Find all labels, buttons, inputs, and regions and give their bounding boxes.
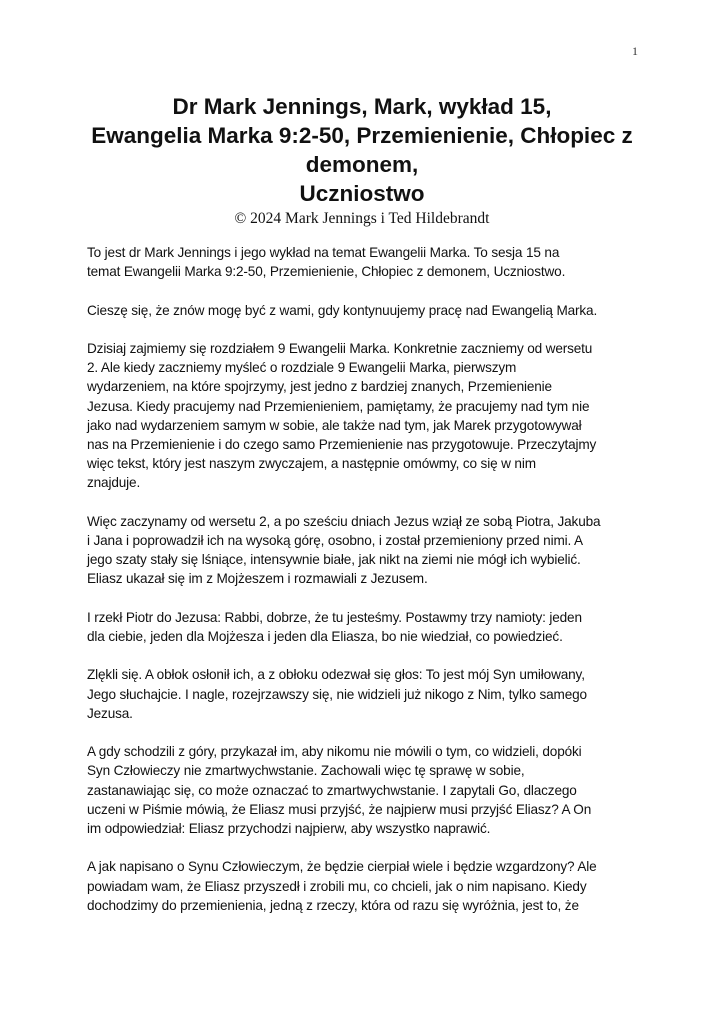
title-line: Uczniostwo	[299, 181, 425, 206]
text-line: im odpowiedział: Eliasz przychodzi najpierw, aby wszystko naprawić.	[87, 821, 491, 836]
text-line: temat Ewangelii Marka 9:2-50, Przemienienie, Chłopiec z demonem, Uczniostwo.	[87, 264, 566, 280]
text-line: i Jana i poprowadził ich na wysoką górę, osobno, i został przemieniony przed nimi. A	[87, 533, 583, 548]
text-line: A jak napisano o Synu Człowieczym, że będzie cierpiał wiele i będzie wzgardzony? Ale	[87, 859, 597, 875]
text-line: nas na Przemienienie i do czego samo Przemienienie nas przygotowuje. Przeczytajmy	[87, 437, 597, 452]
paragraph	[87, 512, 643, 589]
text-line: dla ciebie, jeden dla Mojżesza i jeden dla Eliasza, bo nie wiedział, co powiedzieć.	[87, 629, 563, 644]
text-line: Dzisiaj zajmiemy się rozdziałem 9 Ewangelii Marka. Konkretnie zaczniemy od wersetu	[87, 340, 593, 356]
text-line: Cieszę się, że znów mogę być z wami, gdy kontynuujemy pracę nad Ewangelią Marka.	[87, 302, 598, 318]
title-line: demonem,	[305, 152, 419, 177]
paragraph	[87, 301, 643, 320]
paragraph	[87, 742, 643, 838]
text-line: dochodzimy do przemienienia, jedną z rzeczy, która od razu się wyróżnia, jest to, że	[87, 897, 579, 913]
text-line: 2. Ale kiedy zaczniemy myśleć o rozdziale 9 Ewangelii Marka, pierwszym	[87, 360, 517, 376]
paragraph	[87, 339, 643, 493]
text-line: jego szaty stały się lśniące, intensywnie białe, jak nikt na ziemi nie mógł ich wybielić.	[87, 552, 581, 568]
paragraph	[87, 608, 643, 646]
text-line: I rzekł Piotr do Jezusa: Rabbi, dobrze, że tu jesteśmy. Postawmy trzy namioty: jeden	[87, 609, 582, 625]
text-line: Syn Człowieczy nie zmartwychwstanie. Zachowali więc tę sprawę w sobie,	[87, 763, 525, 779]
text-line: zastanawiając się, co może oznaczać to zmartwychwstanie. I zapytali Go, dlaczego	[87, 782, 577, 798]
text-line: znajduje.	[87, 475, 141, 491]
text-line: więc tekst, który jest naszym zwyczajem, a następnie omówmy, co się w nim	[87, 456, 536, 472]
title-block	[60, 92, 664, 229]
text-line: Jezusa.	[87, 705, 133, 721]
copyright-notice: © 2024 Mark Jennings i Ted Hildebrandt	[234, 210, 490, 227]
paragraph	[87, 857, 643, 915]
text-line: wydarzeniem, na które spojrzymy, jest jedno z bardziej znanych, Przemienienie	[87, 379, 552, 395]
text-line: To jest dr Mark Jennings i jego wykład na temat Ewangelii Marka. To sesja 15 na	[87, 245, 560, 260]
paragraph	[87, 243, 643, 281]
text-line: Eliasz ukazał się im z Mojżeszem i rozmawiali z Jezusem.	[87, 571, 428, 587]
text-line: jako nad wydarzeniem samym w sobie, ale także nad tym, jak Marek przygotowywał	[87, 417, 582, 433]
text-line: A gdy schodzili z góry, przykazał im, aby nikomu nie mówili o tym, co widzieli, dopóki	[87, 744, 582, 760]
title-line: Dr Mark Jennings, Mark, wykład 15,	[172, 94, 552, 119]
page-number: 1	[632, 44, 638, 58]
text-line: Zlękli się. A obłok osłonił ich, a z obłoku odezwał się głos: To jest mój Syn umiłowany,	[87, 667, 585, 683]
text-line: powiadam wam, że Eliasz przyszedł i zrobili mu, co chcieli, jak o nim napisano. Kiedy	[87, 878, 587, 894]
title-line: Ewangelia Marka 9:2-50, Przemienienie, Chłopiec z	[91, 123, 633, 148]
text-line: Jezusa. Kiedy pracujemy nad Przemienieniem, pamiętamy, że pracujemy nad tym nie	[87, 398, 590, 414]
text-line: Więc zaczynamy od wersetu 2, a po sześciu dniach Jezus wziął ze sobą Piotra, Jakuba	[87, 513, 601, 529]
text-line: uczeni w Piśmie mówią, że Eliasz musi przyjść, że najpierw musi przyjść Eliasz? A On	[87, 801, 592, 817]
document-body	[87, 243, 643, 934]
paragraph	[87, 665, 643, 723]
text-line: Jego słuchajcie. I nagle, rozejrzawszy się, nie widzieli już nikogo z Nim, tylko samego	[87, 686, 587, 702]
